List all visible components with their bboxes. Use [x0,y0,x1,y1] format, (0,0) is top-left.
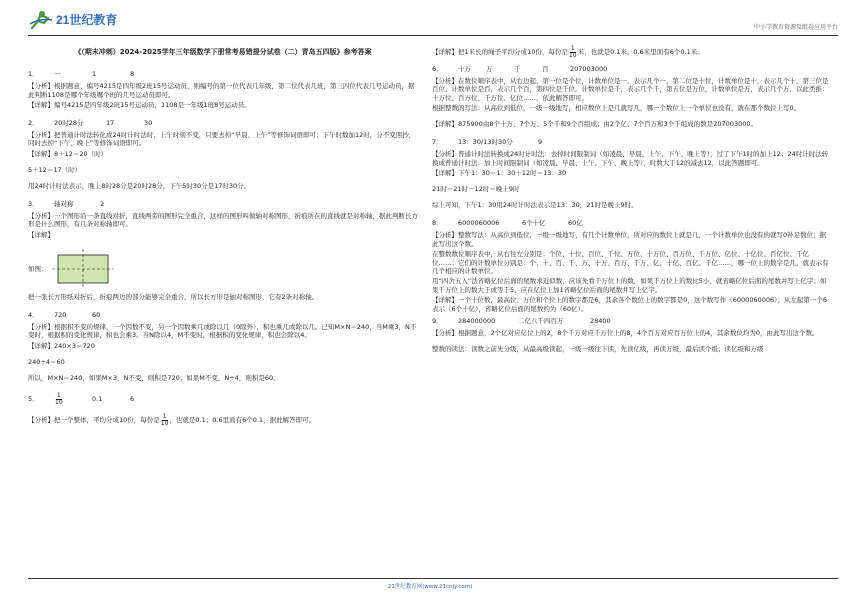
header-divider [28,35,838,36]
conclusion-paragraph: 所以，M×N＝240，如果M×3，N不变，则积是720；如果M不变，N÷4，则积是60。 [28,373,280,382]
question-number: 1． [28,69,39,78]
answer: 13：30/13时30分 [458,138,513,147]
conclusion-paragraph: 把一张长方形纸对折后，折痕两边的部分能够完全重合，所以长方形是轴对称图形，它有2条对称轴。 [28,292,319,301]
logo-text: 21世纪教育 [56,13,118,27]
question-number: 8． [432,218,443,227]
answer: 轴对称 [54,199,74,208]
answer-row-9 [432,314,830,328]
analysis-paragraph: 【分析】把一个整体，平均分成10份，每份是 $\frac{1}{10}$ ，也就是0.1；0.6里面有6个0.1，据此解答即可。 [28,413,316,428]
rectangle-symmetry-diagram [52,249,114,289]
detail-paragraph: 【详解】下午1：30＝1：30＋12时＝13：30 [432,169,567,178]
calculation-line: 用24时计时法表示，晚上8时28分是20时28分，下午5时30分是17时30分。 [28,181,251,190]
analysis-paragraph: 【分析】整数写法：从高位到低位，一级一级地写，有几个计数单位，所对应的数位上就是几，一个计数单位也没有的就写0补足数位；据此写出这个数。 [432,231,827,248]
answer-row-1 [28,67,418,81]
question-number: 7． [432,138,443,147]
question-number: 9． [432,316,443,325]
page-title: 《（期末冲刺）2024-2025学年三年级数学下册常考易错提分试卷（二）青岛五四版》参考答案 [74,48,372,56]
answer: 1 [92,69,97,78]
analysis-paragraph: 【分析】一个图形沿一条直线对折，直线两旁的图形完全重合，这样的图形叫做轴对称图形，折痕所在的直线就是对称轴，据此判断长方形是什么图形，有几条对称轴即可。 [28,211,418,229]
analysis-paragraph: 【分析】根据题意，编号4215是四年级2班15号运动员，则编号的第一位代表几年级，第二位代表几班，第三四位代表几号运动员，据此判断1108是哪个年级哪个班的几号运动员即可。 [28,82,415,99]
footer-divider [28,578,838,579]
analysis-paragraph: 【分析】根据积不变的规律，一个因数不变，另一个因数乘几或除以几（0除外），积也乘几或除以几。已知M×N＝240，当M乘3，N不变时，根据积的变化规律，积也会乘3。当N除以4，M不变时，根据积的变化规律，积也会除以4。 [28,322,417,340]
answer: 8 [130,69,135,78]
analysis-paragraph: 在整数数位顺序表中，从右往左分别是：个位、十位、百位、千位、万位、十万位、百万位、千万位、亿位、十亿位、百亿位、千亿位……；它们的计数单位分别是：个、十、百、千、万、十万、百万、千万、亿、十亿、百亿、千亿……，哪一位上的数字是几，就表示有几个相应的计数单位。 [432,250,829,275]
answer: 60 [92,310,101,319]
answer-row-8 [432,216,830,230]
symmetry-figure-row [28,246,418,292]
answer: 一 [54,69,61,78]
question-number: 2． [28,118,39,127]
answer: 720 [54,310,67,319]
answer: 30 [144,118,153,127]
answer: 6个十亿 [522,218,546,227]
calculation-line: 5＋12＝17（时） [28,165,82,174]
footer-link[interactable]: 21世纪教育网(www.21cnjy.com) [387,584,473,590]
answer-row-3 [28,197,418,211]
fraction: $\frac{1}{10}$ [160,413,169,428]
analysis-paragraph: 【分析】普通计时法转换成24时计时法：去掉时间限制词（如凌晨、早晨、上午、下午、晚上等），过了下午1时的加上12；24时计时法转换成普通计时法：加上时间限制词（如凌晨、早晨、上午、下午、晚上等），时数大于12的减去12，以此答题即可。 [432,150,829,167]
answer: 17 [106,118,115,127]
answer: 60亿 [568,218,583,227]
detail-paragraph: 【详解】 [28,230,54,239]
logo [28,8,128,32]
analysis-paragraph: 【分析】在数位顺序表中，从右边起，第一位是个位，计数单位是一，表示几个一，第二位是十位，计数单位是十，表示几个十，第三位是百位，计数单位是百，表示几个百，第四位是千位，计数单位是千，表示几个千，第五位是万位，计数单位是万，表示几个万，以此类推：十万位、百万位、千万位、亿位……，依此解答即可。 [432,77,829,102]
answer: 207003000 [570,64,608,73]
figure-label: 如图： [28,264,48,273]
answer: 二亿八千四百万 [518,316,564,325]
detail-paragraph: 【详解】把1米长的绳子平均分成10份，每份是 $\frac{1}{10}$ 米，也就是0.1米，0.6米里面有6个0.1米。 [432,44,704,59]
answer-row-6 [432,62,830,76]
answer-row-2 [28,116,418,130]
answer: 0.1 [92,395,103,404]
analysis-paragraph: 【分析】把普通计时法转化成24时计时法时，上午时刻不变，只要去掉“早晨、上午”等修饰词语即可；下午时数加12时，分不变照抄，同时去掉“下午、晚上”等修饰词语即可。 [28,130,416,148]
detail-paragraph: 【详解】875900由8个十万、7个万、5个千和9个百组成；由2个亿、7个百万和3个千组成的数是207003000。 [432,120,757,129]
answer-row-7 [432,135,830,149]
analysis-paragraph: 用“四舍五入”法省略亿位后面的尾数求近似数，应该先看千万位上的数，如果千万位上的数比5小，就省略亿位后面的尾数并写上亿字；如果千万位上的数大于或等于5，应在亿位上加1省略亿位后面的尾数并写上亿字。 [432,277,827,294]
answer: 28400 [590,316,611,325]
answer: 万 [486,64,493,73]
answer-row-5 [28,389,418,411]
detail-paragraph: 【详解】240×3＝720 [28,341,95,350]
conclusion-paragraph: 综上可知，下午1：30用24时计时法表示是13：30，21时是晚上9时。 [432,201,638,210]
analysis-paragraph: 【分析】根据题意，2个亿对应亿位上的2，8个千万对应千万位上的8，4个百万对应百万位上的4，其余数位均为0，由此写出这个数。 [432,329,819,338]
answer-fraction [54,393,92,406]
answer: 百 [542,64,549,73]
detail-paragraph: 【详解】8＋12＝20（时） [28,149,108,158]
answer: 十万 [458,64,471,73]
question-number: 4． [28,310,39,319]
answer: 6000060006 [458,218,500,227]
answer: 284000000 [458,316,496,325]
calculation-line: 240÷4＝60 [28,357,65,366]
analysis-paragraph: 整数的读法：读数之前先分级，从最高级读起，一级一级往下读，先读亿级，再读万级，最后读个级；读亿级和万级 [432,345,764,354]
answer: 千 [514,64,521,73]
answer: 6 [130,395,135,404]
question-number: 5． [28,395,39,404]
detail-paragraph: 【详解】编号4215是四年级2班15号运动员，1108是一年级1班8号运动员。 [28,100,251,109]
page-header [0,0,860,40]
question-number: 6． [432,64,443,73]
analysis-paragraph: 根据整数的写法：从高位到低位，一级一级地写，相应数位上是几就写几，哪一个数位上一个单位也没有，就在那个数位上写0。 [432,104,801,113]
answer-row-4 [28,308,418,322]
answer: 20时28分 [54,118,84,127]
runner-icon [30,11,52,28]
question-number: 3． [28,199,39,208]
right-column [432,42,830,360]
answer: 9 [538,138,543,147]
answer: 2 [100,199,105,208]
header-site-name: 中小学教育资源及组卷应用平台 [753,24,838,31]
calculation-line: 21时＝21时－12时＝晚上9时 [432,185,520,194]
fraction: $\frac{1}{10}$ [55,392,63,407]
left-column [28,42,418,431]
fraction: $\frac{1}{10}$ [568,44,577,59]
detail-paragraph: 【详解】一个十位数，最高位、万位和个位上的数字都是6，其余各个数位上的数字都是0，这个数写作（6000060006）；从左起第一个6表示（6个十亿），省略亿位后面的尾数约为（60亿）。 [432,296,828,313]
